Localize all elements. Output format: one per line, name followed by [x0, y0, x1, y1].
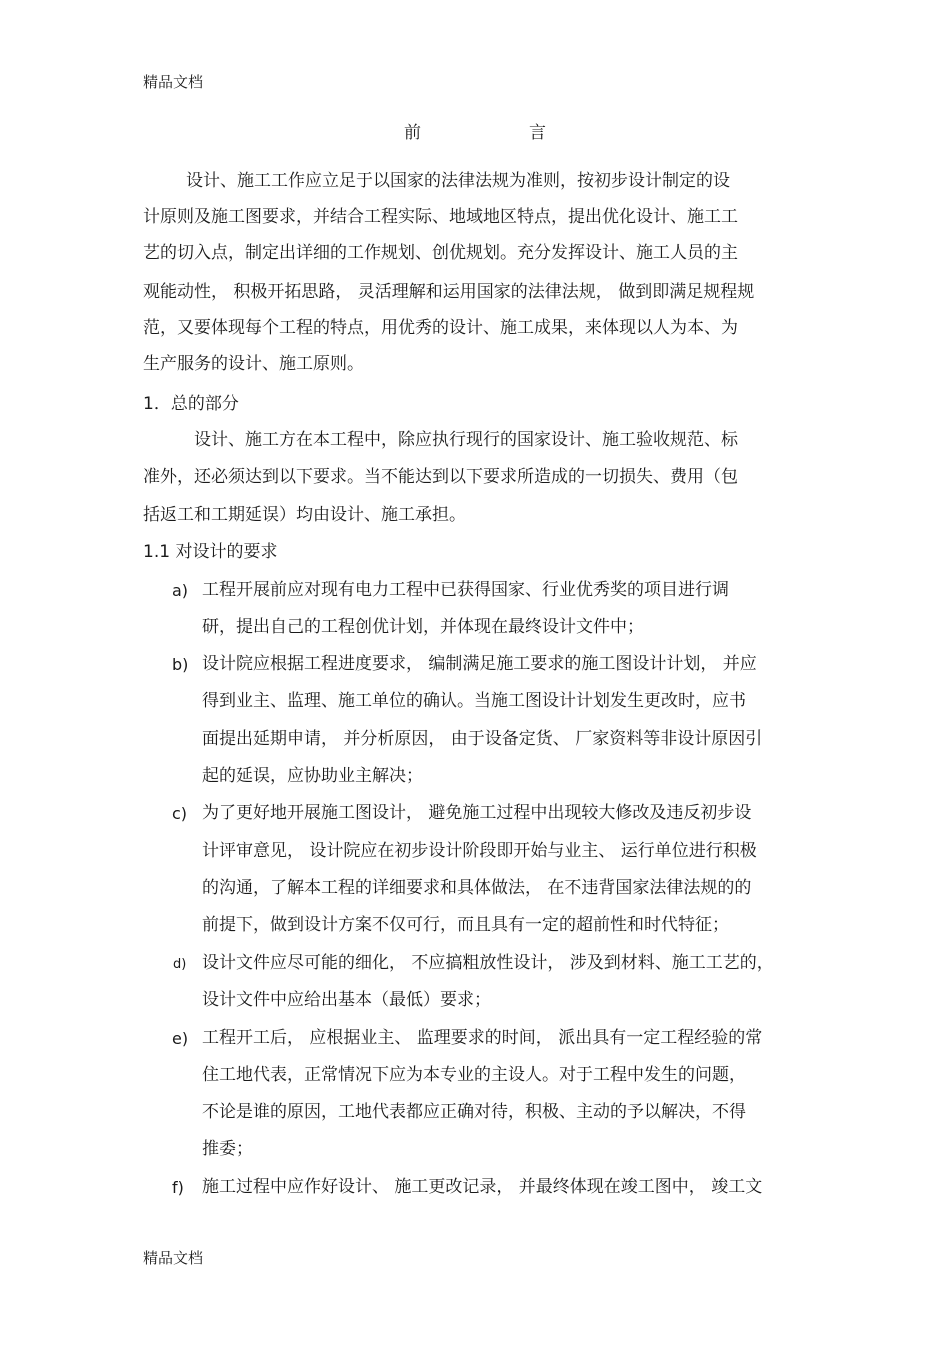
item-line: 住工地代表，正常情况下应为本专业的主设人。对于工程中发生的问题， — [202, 1065, 746, 1085]
section-line: 准外，还必须达到以下要求。当不能达到以下要求所造成的一切损失、费用（包 — [143, 467, 738, 487]
item-label: d) — [173, 957, 187, 972]
item-label: e) — [172, 1029, 189, 1048]
item-label: c) — [172, 804, 188, 823]
item-line: 工程开工后， 应根据业主、 监理要求的时间， 派出具有一定工程经验的常 — [202, 1028, 763, 1048]
item-label: a) — [172, 581, 189, 600]
item-line: 得到业主、监理、施工单位的确认。当施工图设计计划发生更改时，应书 — [202, 691, 746, 711]
page-footer: 精品文档 — [143, 1249, 204, 1267]
preface-line: 艺的切入点，制定出详细的工作规划、创优规划。充分发挥设计、施工人员的主 — [143, 243, 738, 263]
section-line: 括返工和工期延误）均由设计、施工承担。 — [143, 505, 466, 525]
preface-line: 观能动性， 积极开拓思路， 灵活理解和运用国家的法律法规， 做到即满足规程规 — [143, 282, 755, 302]
title-char-1: 前 — [404, 123, 421, 143]
item-line: 为了更好地开展施工图设计， 避免施工过程中出现较大修改及违反初步设 — [202, 803, 752, 823]
item-line: 设计院应根据工程进度要求， 编制满足施工要求的施工图设计计划， 并应 — [202, 654, 757, 674]
item-line: 施工过程中应作好设计、 施工更改记录， 并最终体现在竣工图中， 竣工文 — [202, 1177, 763, 1197]
item-line: 不论是谁的原因，工地代表都应正确对待，积极、主动的予以解决，不得 — [202, 1102, 746, 1122]
preface-line: 范，又要体现每个工程的特点，用优秀的设计、施工成果，来体现以人为本、为 — [143, 318, 738, 338]
preface-line: 计原则及施工图要求，并结合工程实际、地域地区特点，提出优化设计、施工工 — [143, 207, 738, 227]
subsection-heading: 1.1 对设计的要求 — [143, 542, 278, 562]
page-header: 精品文档 — [143, 73, 204, 91]
section-line: 设计、施工方在本工程中，除应执行现行的国家设计、施工验收规范、标 — [194, 430, 738, 450]
preface-line: 生产服务的设计、施工原则。 — [143, 354, 364, 374]
preface-line: 设计、施工工作应立足于以国家的法律法规为准则，按初步设计制定的设 — [186, 171, 730, 191]
item-line: 前提下，做到设计方案不仅可行，而且具有一定的超前性和时代特征； — [202, 915, 729, 935]
item-line: 设计文件应尽可能的细化， 不应搞粗放性设计， 涉及到材料、施工工艺的， — [202, 953, 774, 973]
item-line: 工程开展前应对现有电力工程中已获得国家、行业优秀奖的项目进行调 — [202, 580, 729, 600]
item-label: f) — [172, 1178, 184, 1197]
title-char-2: 言 — [529, 123, 546, 143]
item-line: 的沟通，了解本工程的详细要求和具体做法， 在不违背国家法律法规的的 — [202, 878, 752, 898]
item-line: 研，提出自己的工程创优计划，并体现在最终设计文件中； — [202, 617, 644, 637]
item-line: 设计文件中应给出基本（最低）要求； — [202, 990, 491, 1010]
section-heading: 1．总的部分 — [143, 394, 239, 414]
item-line: 起的延误，应协助业主解决； — [202, 766, 423, 786]
item-line: 面提出延期申请， 并分析原因， 由于设备定货、 厂家资料等非设计原因引 — [202, 729, 763, 749]
item-label: b) — [172, 655, 189, 674]
item-line: 计评审意见， 设计院应在初步设计阶段即开始与业主、 运行单位进行积极 — [202, 841, 757, 861]
item-line: 推委； — [202, 1139, 253, 1159]
